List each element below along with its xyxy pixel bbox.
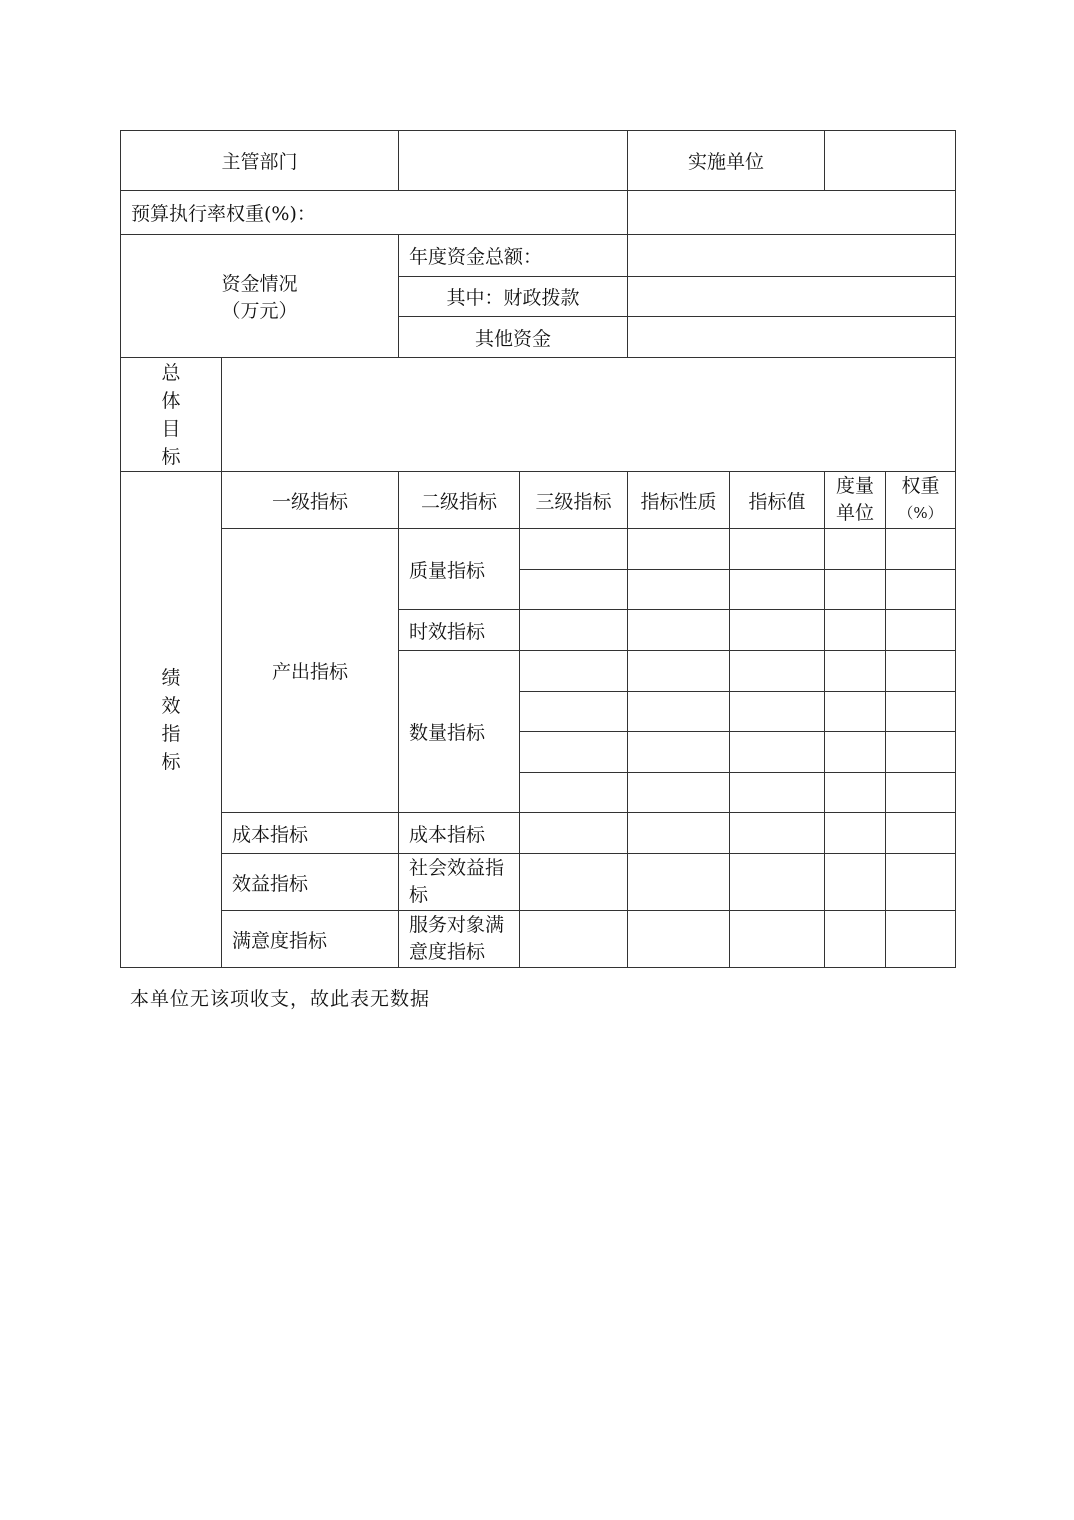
timeliness-indicator-label: 时效指标 [399,610,520,651]
data-cell [520,610,628,651]
annual-total-value-cell [628,235,956,277]
data-cell [628,732,730,773]
header-unit [825,472,886,529]
data-cell [886,732,956,773]
data-cell [520,911,628,968]
performance-target-table [120,130,956,968]
data-cell [730,651,825,692]
dept-label: 主管部门 [121,131,399,191]
data-cell [730,529,825,570]
budget-weight-value-cell [628,191,956,235]
data-cell [520,732,628,773]
header-weight-line: 权重 [901,475,940,497]
data-cell [730,773,825,813]
performance-indicator-label [121,472,222,968]
overall-goal-char: 标 [161,445,181,468]
data-cell [886,773,956,813]
data-cell [825,773,886,813]
unit-value-cell [825,131,956,191]
data-cell [730,570,825,610]
data-cell [628,854,730,911]
data-cell [628,813,730,854]
funds-label-cell [121,235,399,358]
header-value: 指标值 [730,472,825,529]
performance-indicator-char: 绩 [161,666,181,689]
data-cell [628,529,730,570]
data-cell [520,570,628,610]
data-cell [730,813,825,854]
data-cell [628,911,730,968]
data-cell [886,692,956,732]
data-cell [886,651,956,692]
data-cell [825,610,886,651]
data-cell [886,570,956,610]
funds-unit-label: （万元） [221,300,298,322]
social-benefit-indicator: 社会效益指标 [399,854,520,911]
overall-goal-label [121,358,222,472]
data-cell [886,813,956,854]
data-cell [825,692,886,732]
overall-goal-char: 体 [161,389,181,412]
data-cell [825,651,886,692]
performance-indicator-char: 效 [161,694,181,717]
data-cell [730,911,825,968]
service-satisfaction-indicator: 服务对象满意度指标 [399,911,520,968]
overall-goal-char: 总 [161,361,181,384]
data-cell [886,911,956,968]
data-cell [520,651,628,692]
performance-indicator-char: 指 [161,722,181,745]
quality-indicator-label: 质量指标 [399,529,520,610]
header-nature: 指标性质 [628,472,730,529]
other-funds-label: 其他资金 [399,317,628,358]
data-cell [520,813,628,854]
data-cell [886,854,956,911]
cost-indicator-l1: 成本指标 [222,813,399,854]
fiscal-appropriation-label: 其中：财政拨款 [399,277,628,317]
budget-weight-label: 预算执行率权重(%)： [121,191,628,235]
data-cell [825,570,886,610]
data-cell [730,732,825,773]
funds-label: 资金情况 [221,273,298,295]
header-level1: 一级指标 [222,472,399,529]
no-data-note: 本单位无该项收支，故此表无数据 [130,988,431,1010]
data-cell [628,773,730,813]
data-cell [825,854,886,911]
overall-goal-char: 目 [161,417,181,440]
unit-label: 实施单位 [628,131,825,191]
performance-indicator-char: 标 [161,750,181,773]
dept-value-cell [399,131,628,191]
data-cell [520,854,628,911]
data-cell [825,529,886,570]
data-cell [520,692,628,732]
data-cell [730,610,825,651]
other-funds-value-cell [628,317,956,358]
cost-indicator-l2: 成本指标 [399,813,520,854]
data-cell [825,732,886,773]
data-cell [825,813,886,854]
header-weight-line: （%） [898,504,943,522]
overall-goal-value-cell [222,358,956,472]
data-cell [628,651,730,692]
data-cell [886,529,956,570]
data-cell [730,854,825,911]
data-cell [520,773,628,813]
header-unit-line: 单位 [836,502,875,524]
satisfaction-indicator-l1: 满意度指标 [222,911,399,968]
output-indicator-label: 产出指标 [222,529,399,813]
data-cell [628,610,730,651]
fiscal-appropriation-value-cell [628,277,956,317]
header-weight [886,472,956,529]
data-cell [825,911,886,968]
data-cell [886,610,956,651]
data-cell [730,692,825,732]
data-cell [520,529,628,570]
header-level2: 二级指标 [399,472,520,529]
data-cell [628,692,730,732]
header-unit-line: 度量 [836,475,875,497]
quantity-indicator-label: 数量指标 [399,651,520,813]
annual-total-label: 年度资金总额： [399,235,628,277]
header-level3: 三级指标 [520,472,628,529]
data-cell [628,570,730,610]
benefit-indicator-l1: 效益指标 [222,854,399,911]
